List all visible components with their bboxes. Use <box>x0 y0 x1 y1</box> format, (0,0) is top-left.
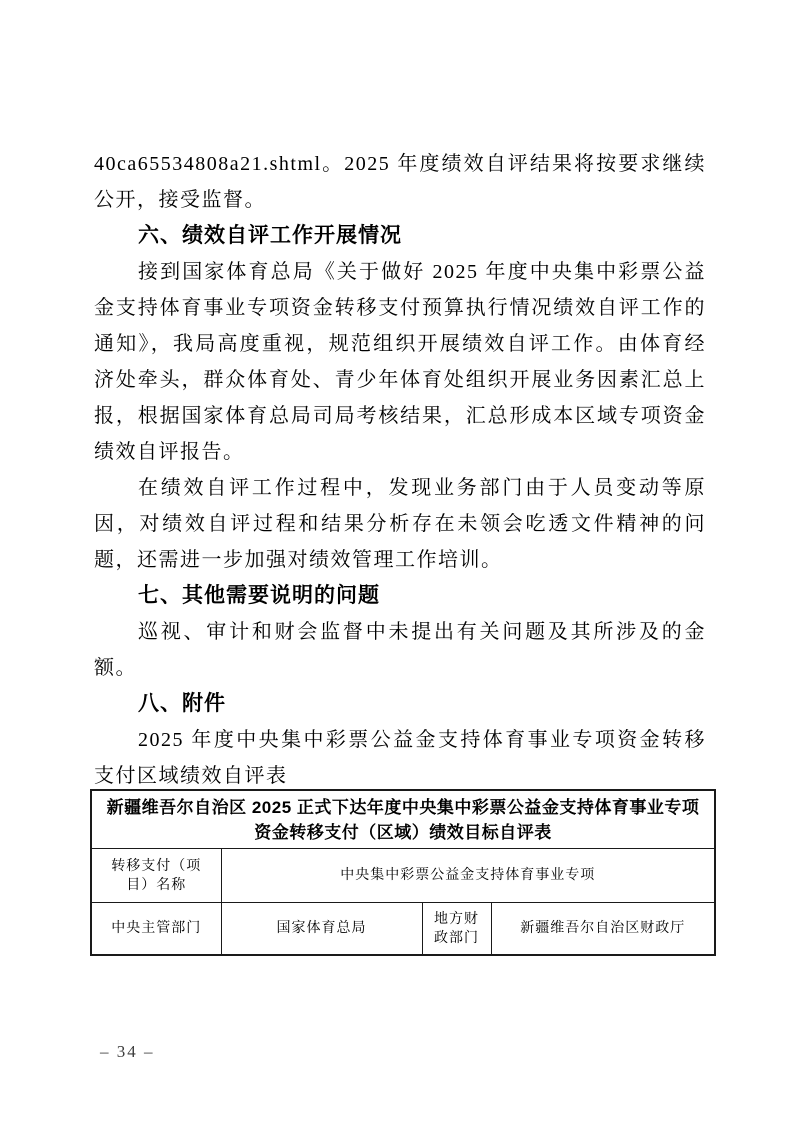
local-finance-department-value: 新疆维吾尔自治区财政厅 <box>491 903 715 956</box>
section-heading-six: 六、绩效自评工作开展情况 <box>138 224 402 247</box>
central-department-value: 国家体育总局 <box>221 903 422 956</box>
local-finance-department-label: 地方财政部门 <box>422 903 491 956</box>
section-heading-seven: 七、其他需要说明的问题 <box>138 584 380 607</box>
transfer-payment-name-label: 转移支付（项目）名称 <box>91 849 221 903</box>
section-heading-eight: 八、附件 <box>138 692 226 715</box>
table-row <box>91 790 715 849</box>
table-row <box>91 903 715 956</box>
transfer-payment-name-value: 中央集中彩票公益金支持体育事业专项 <box>221 849 715 903</box>
table-row <box>91 849 715 903</box>
table-title: 新疆维吾尔自治区 2025 正式下达年度中央集中彩票公益金支持体育事业专项资金转移支付（区域）绩效目标自评表 <box>91 790 715 849</box>
paragraph-problems-found: 在绩效自评工作过程中，发现业务部门由于人员变动等原因，对绩效自评过程和结果分析存在未领会吃透文件精神的问题，还需进一步加强对绩效管理工作培训。 <box>94 477 706 571</box>
paragraph-continued-from-previous-page: 40ca65534808a21.shtml。2025 年度绩效自评结果将按要求继续公开，接受监督。 <box>94 153 706 211</box>
document-body <box>94 146 706 794</box>
paragraph-audit-note: 巡视、审计和财会监督中未提出有关问题及其所涉及的金额。 <box>94 621 706 679</box>
central-department-label: 中央主管部门 <box>91 903 221 956</box>
page-number: – 34 – <box>100 1042 155 1061</box>
paragraph-attachment-reference: 2025 年度中央集中彩票公益金支持体育事业专项资金转移支付区域绩效自评表 <box>94 729 706 787</box>
paragraph-self-evaluation-process: 接到国家体育总局《关于做好 2025 年度中央集中彩票公益金支持体育事业专项资金转移支付预算执行情况绩效自评工作的通知》，我局高度重视，规范组织开展绩效自评工作。由体育经济处牵头，群众体育处、青少年体育处组织开展业务因素汇总上报，根据国家体育总局司局考核结果，汇总形成本区域专项资金绩效自评报告。 <box>94 261 706 463</box>
attachment-table <box>90 789 716 956</box>
